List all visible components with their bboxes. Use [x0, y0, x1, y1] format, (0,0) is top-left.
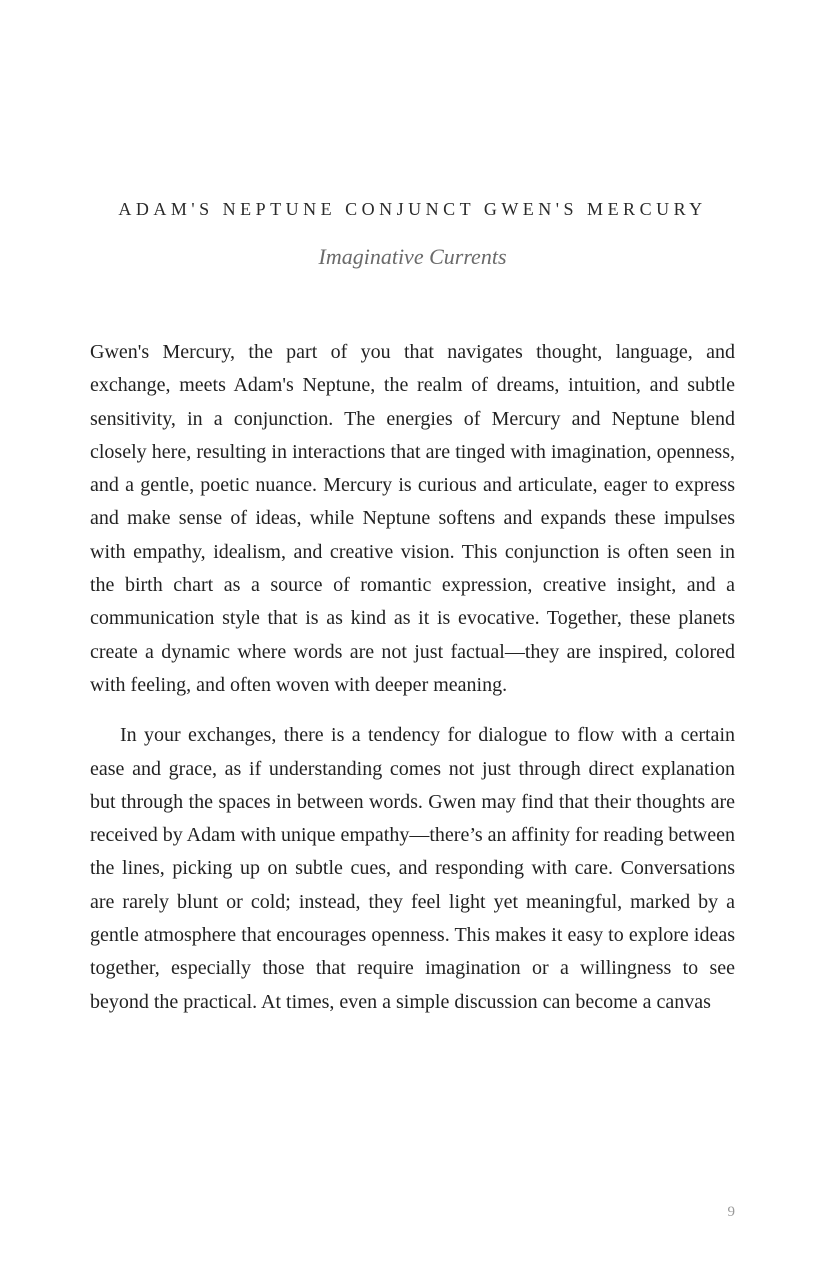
section-subheading: Imaginative Currents — [318, 244, 507, 269]
paragraph-2: In your exchanges, there is a tendency for dialogue to flow with a certain ease and grace, as if understanding comes not just through direct explanation but through the spaces in between words. Gwen may find that their thoughts are received by Adam with unique empathy—there’s an affinity for reading between the lines, picking up on subtle cues, and responding with care. Conversations are rarely blunt or cold; instead, they feel light yet meaningful, marked by a gentle atmosphere that encourages openness. This makes it easy to explore ideas together, especially those that require imagination or a willingness to see beyond the practical. At times, even a simple discussion can become a canvas — [90, 724, 735, 1013]
section-heading: ADAM'S NEPTUNE CONJUNCT GWEN'S MERCURY — [118, 199, 707, 219]
page-number: 9 — [727, 1204, 735, 1220]
paragraph-1: Gwen's Mercury, the part of you that navigates thought, language, and exchange, meets Adam's Neptune, the realm of dreams, intuition, and subtle sensitivity, in a conjunction. The energies of Mercury and Neptune blend closely here, resulting in interactions that are tinged with imagination, openness, and a gentle, poetic nuance. Mercury is curious and articulate, eager to express and make sense of ideas, while Neptune softens and expands these impulses with empathy, idealism, and creative vision. This conjunction is often seen in the birth chart as a source of romantic expression, creative insight, and a communication style that is as kind as it is evocative. Together, these planets create a dynamic where words are not just factual—they are inspired, colored with feeling, and often woven with deeper meaning. — [90, 341, 735, 696]
body-text — [90, 336, 735, 1019]
